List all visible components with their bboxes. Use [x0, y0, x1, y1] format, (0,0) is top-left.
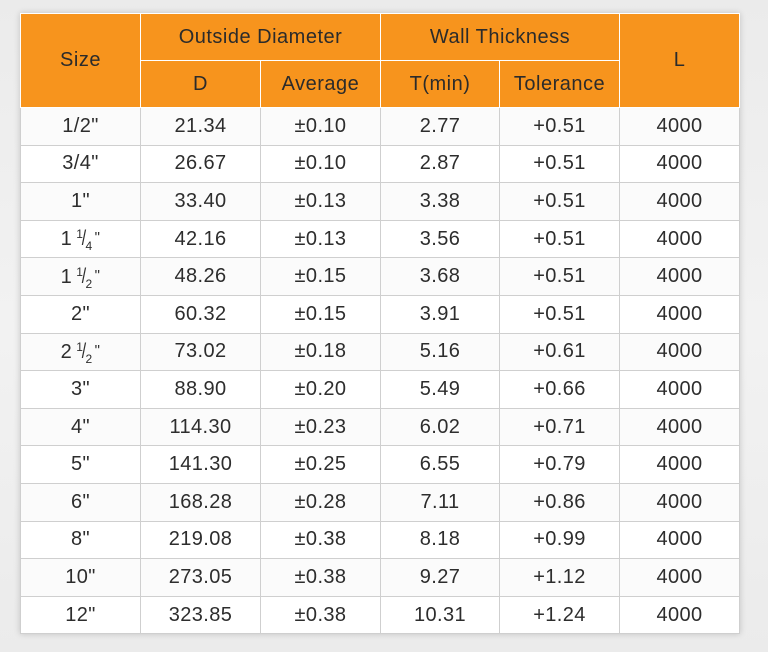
cell-t-min: 6.02 [381, 408, 500, 446]
cell-d: 141.30 [141, 446, 261, 484]
cell-d: 73.02 [141, 333, 261, 371]
size-unit: " [94, 266, 101, 284]
size-whole: 1 [60, 265, 73, 288]
table-row [21, 295, 740, 333]
header-wall-thickness: Wall Thickness [381, 14, 620, 61]
cell-average: ±0.13 [261, 183, 381, 221]
header-d: D [141, 61, 261, 108]
cell-length: 4000 [620, 183, 740, 221]
table-body [21, 108, 740, 634]
table-row [21, 596, 740, 634]
cell-length: 4000 [620, 483, 740, 521]
cell-average: ±0.23 [261, 408, 381, 446]
header-t-min: T(min) [381, 61, 500, 108]
header-length: L [620, 14, 740, 108]
table-row [21, 446, 740, 484]
size-fraction-denominator: 4 [85, 239, 93, 254]
table-row [21, 521, 740, 559]
table-row [21, 483, 740, 521]
cell-t-min: 7.11 [381, 483, 500, 521]
size-fraction-numerator: 1 [76, 227, 84, 242]
cell-length: 4000 [620, 108, 740, 146]
cell-tolerance: +0.61 [500, 333, 620, 371]
cell-length: 4000 [620, 521, 740, 559]
cell-average: ±0.18 [261, 333, 381, 371]
cell-average: ±0.38 [261, 521, 381, 559]
cell-size: 1" [21, 183, 141, 221]
cell-tolerance: +0.79 [500, 446, 620, 484]
cell-t-min: 3.68 [381, 258, 500, 296]
cell-t-min: 2.77 [381, 108, 500, 146]
cell-average: ±0.13 [261, 220, 381, 258]
cell-t-min: 5.49 [381, 371, 500, 409]
cell-average: ±0.15 [261, 258, 381, 296]
table-row [21, 559, 740, 597]
pipe-dimension-table [20, 13, 740, 634]
table-row [21, 408, 740, 446]
cell-d: 219.08 [141, 521, 261, 559]
cell-average: ±0.38 [261, 596, 381, 634]
size-fraction-denominator: 2 [85, 276, 93, 291]
cell-size: 12" [21, 596, 141, 634]
cell-tolerance: +0.51 [500, 258, 620, 296]
cell-size: 8" [21, 521, 141, 559]
cell-tolerance: +0.99 [500, 521, 620, 559]
table-row [21, 371, 740, 409]
cell-d: 26.67 [141, 145, 261, 183]
cell-length: 4000 [620, 258, 740, 296]
cell-t-min: 6.55 [381, 446, 500, 484]
cell-d: 48.26 [141, 258, 261, 296]
cell-tolerance: +0.51 [500, 183, 620, 221]
cell-tolerance: +0.86 [500, 483, 620, 521]
size-unit: " [94, 229, 101, 247]
table-row [21, 183, 740, 221]
cell-size: 5" [21, 446, 141, 484]
cell-tolerance: +1.12 [500, 559, 620, 597]
cell-size: 1/2" [21, 108, 141, 146]
cell-average: ±0.20 [261, 371, 381, 409]
cell-length: 4000 [620, 371, 740, 409]
cell-length: 4000 [620, 333, 740, 371]
cell-average: ±0.15 [261, 295, 381, 333]
cell-d: 21.34 [141, 108, 261, 146]
cell-length: 4000 [620, 295, 740, 333]
size-unit: " [94, 341, 101, 359]
cell-d: 114.30 [141, 408, 261, 446]
cell-t-min: 2.87 [381, 145, 500, 183]
cell-t-min: 3.38 [381, 183, 500, 221]
cell-d: 273.05 [141, 559, 261, 597]
cell-size: 6" [21, 483, 141, 521]
table-row [21, 258, 740, 296]
cell-average: ±0.28 [261, 483, 381, 521]
cell-length: 4000 [620, 220, 740, 258]
size-fraction-slash: / [82, 264, 87, 288]
cell-length: 4000 [620, 145, 740, 183]
cell-length: 4000 [620, 596, 740, 634]
cell-average: ±0.10 [261, 145, 381, 183]
size-fraction-denominator: 2 [85, 351, 93, 366]
cell-tolerance: +1.24 [500, 596, 620, 634]
cell-length: 4000 [620, 446, 740, 484]
cell-tolerance: +0.51 [500, 108, 620, 146]
cell-d: 42.16 [141, 220, 261, 258]
cell-size: 10" [21, 559, 141, 597]
cell-t-min: 3.56 [381, 220, 500, 258]
header-outside-diameter: Outside Diameter [141, 14, 381, 61]
header-tolerance: Tolerance [500, 61, 620, 108]
cell-d: 88.90 [141, 371, 261, 409]
table-row [21, 333, 740, 371]
cell-t-min: 5.16 [381, 333, 500, 371]
cell-average: ±0.38 [261, 559, 381, 597]
cell-d: 33.40 [141, 183, 261, 221]
cell-size: 3/4" [21, 145, 141, 183]
cell-t-min: 10.31 [381, 596, 500, 634]
table-row [21, 145, 740, 183]
cell-average: ±0.25 [261, 446, 381, 484]
header-size: Size [21, 14, 141, 108]
cell-size [21, 220, 141, 258]
cell-length: 4000 [620, 408, 740, 446]
cell-tolerance: +0.51 [500, 295, 620, 333]
cell-tolerance: +0.71 [500, 408, 620, 446]
size-whole: 2 [60, 340, 73, 363]
cell-tolerance: +0.66 [500, 371, 620, 409]
size-fraction-numerator: 1 [76, 264, 84, 279]
cell-d: 323.85 [141, 596, 261, 634]
size-whole: 1 [60, 228, 73, 251]
cell-size: 2" [21, 295, 141, 333]
header-average: Average [261, 61, 381, 108]
cell-d: 60.32 [141, 295, 261, 333]
cell-size [21, 258, 141, 296]
cell-d: 168.28 [141, 483, 261, 521]
cell-tolerance: +0.51 [500, 145, 620, 183]
size-fraction-slash: / [82, 339, 87, 363]
table-row [21, 108, 740, 146]
cell-size [21, 333, 141, 371]
cell-size: 3" [21, 371, 141, 409]
cell-size: 4" [21, 408, 141, 446]
cell-tolerance: +0.51 [500, 220, 620, 258]
cell-t-min: 3.91 [381, 295, 500, 333]
cell-average: ±0.10 [261, 108, 381, 146]
table-row [21, 220, 740, 258]
cell-t-min: 8.18 [381, 521, 500, 559]
cell-length: 4000 [620, 559, 740, 597]
size-fraction-numerator: 1 [76, 339, 84, 354]
cell-t-min: 9.27 [381, 559, 500, 597]
size-fraction-slash: / [82, 227, 87, 251]
